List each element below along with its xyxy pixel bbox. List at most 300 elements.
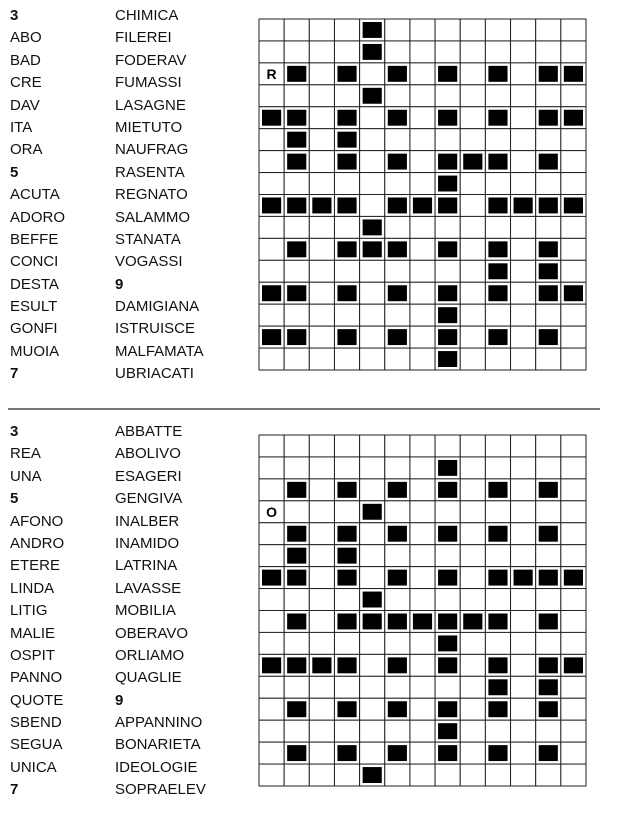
grid-cell-letter[interactable] [259, 501, 284, 523]
grid-cell[interactable] [410, 676, 435, 698]
grid-cell[interactable] [309, 260, 334, 282]
grid-cell[interactable] [561, 129, 586, 151]
grid-cell[interactable] [360, 523, 385, 545]
grid-cell[interactable] [360, 457, 385, 479]
grid-cell[interactable] [334, 589, 359, 611]
grid-cell[interactable] [485, 129, 510, 151]
grid-cell[interactable] [511, 238, 536, 260]
grid-cell[interactable] [561, 216, 586, 238]
grid-cell[interactable] [485, 85, 510, 107]
grid-cell[interactable] [410, 107, 435, 129]
grid-cell[interactable] [259, 720, 284, 742]
grid-cell[interactable] [385, 41, 410, 63]
grid-cell[interactable] [561, 764, 586, 786]
grid-cell[interactable] [435, 260, 460, 282]
grid-cell[interactable] [511, 742, 536, 764]
grid-cell[interactable] [561, 720, 586, 742]
grid-cell[interactable] [309, 457, 334, 479]
grid-cell[interactable] [460, 479, 485, 501]
grid-cell[interactable] [561, 151, 586, 173]
grid-cell[interactable] [511, 611, 536, 633]
grid-cell[interactable] [485, 304, 510, 326]
grid-cell[interactable] [410, 63, 435, 85]
grid-cell[interactable] [435, 41, 460, 63]
grid-cell[interactable] [511, 632, 536, 654]
grid-cell[interactable] [385, 545, 410, 567]
grid-cell[interactable] [561, 457, 586, 479]
grid-cell[interactable] [561, 238, 586, 260]
grid-cell[interactable] [309, 85, 334, 107]
grid-cell[interactable] [485, 216, 510, 238]
grid-cell[interactable] [410, 764, 435, 786]
grid-cell[interactable] [511, 348, 536, 370]
grid-cell[interactable] [511, 129, 536, 151]
grid-cell[interactable] [536, 129, 561, 151]
grid-cell[interactable] [385, 304, 410, 326]
grid-cell[interactable] [334, 764, 359, 786]
grid-cell[interactable] [511, 764, 536, 786]
grid-cell[interactable] [334, 632, 359, 654]
grid-cell[interactable] [309, 523, 334, 545]
grid-cell-black [536, 742, 561, 764]
grid-cell[interactable] [536, 19, 561, 41]
grid-cell[interactable] [360, 326, 385, 348]
grid-cell[interactable] [284, 676, 309, 698]
grid-cell[interactable] [259, 216, 284, 238]
grid-cell[interactable] [334, 260, 359, 282]
grid-cell[interactable] [511, 654, 536, 676]
grid-cell[interactable] [536, 501, 561, 523]
grid-cell[interactable] [334, 435, 359, 457]
grid-cell-letter[interactable] [259, 63, 284, 85]
grid-cell[interactable] [561, 479, 586, 501]
grid-cell[interactable] [485, 501, 510, 523]
grid-cell[interactable] [536, 545, 561, 567]
grid-cell[interactable] [536, 457, 561, 479]
grid-cell[interactable] [460, 19, 485, 41]
grid-cell[interactable] [360, 129, 385, 151]
grid-cell[interactable] [309, 348, 334, 370]
grid-cell[interactable] [511, 304, 536, 326]
grid-cell[interactable] [284, 85, 309, 107]
grid-cell[interactable] [410, 435, 435, 457]
grid-cell[interactable] [410, 545, 435, 567]
grid-cell[interactable] [309, 129, 334, 151]
grid-cell[interactable] [460, 435, 485, 457]
grid-cell[interactable] [561, 348, 586, 370]
grid-cell[interactable] [360, 545, 385, 567]
grid-cell[interactable] [536, 85, 561, 107]
grid-cell[interactable] [259, 238, 284, 260]
grid-cell[interactable] [410, 151, 435, 173]
grid-cell[interactable] [410, 348, 435, 370]
grid-cell[interactable] [284, 260, 309, 282]
grid-cell[interactable] [460, 632, 485, 654]
grid-cell[interactable] [259, 589, 284, 611]
grid-cell[interactable] [561, 173, 586, 195]
grid-cell[interactable] [309, 326, 334, 348]
grid-cell[interactable] [561, 435, 586, 457]
grid-cell[interactable] [561, 85, 586, 107]
grid-cell[interactable] [385, 589, 410, 611]
grid-cell[interactable] [536, 632, 561, 654]
grid-cell[interactable] [284, 435, 309, 457]
grid-cell[interactable] [460, 523, 485, 545]
grid-cell[interactable] [460, 282, 485, 304]
grid-cell[interactable] [385, 348, 410, 370]
grid-cell[interactable] [536, 173, 561, 195]
grid-cell[interactable] [259, 611, 284, 633]
grid-cell[interactable] [410, 742, 435, 764]
grid-cell-black [385, 326, 410, 348]
grid-cell[interactable] [284, 720, 309, 742]
grid-cell[interactable] [435, 435, 460, 457]
grid-cell[interactable] [536, 720, 561, 742]
grid-cell[interactable] [460, 742, 485, 764]
grid-cell[interactable] [435, 19, 460, 41]
grid-cell[interactable] [334, 348, 359, 370]
grid-cell[interactable] [435, 764, 460, 786]
grid-cell[interactable] [309, 304, 334, 326]
grid-cell[interactable] [360, 173, 385, 195]
grid-cell[interactable] [536, 304, 561, 326]
grid-cell[interactable] [485, 173, 510, 195]
grid-cell[interactable] [410, 457, 435, 479]
word-entry: DESTA [10, 275, 59, 293]
grid-cell[interactable] [410, 326, 435, 348]
grid-cell[interactable] [309, 479, 334, 501]
grid-cell[interactable] [360, 151, 385, 173]
grid-cell[interactable] [511, 501, 536, 523]
grid-cell[interactable] [460, 129, 485, 151]
grid-cell[interactable] [360, 632, 385, 654]
grid-cell[interactable] [309, 764, 334, 786]
grid-cell[interactable] [385, 19, 410, 41]
grid-cell[interactable] [284, 41, 309, 63]
grid-cell[interactable] [309, 282, 334, 304]
grid-cell[interactable] [284, 304, 309, 326]
grid-cell[interactable] [385, 501, 410, 523]
grid-cell[interactable] [561, 676, 586, 698]
grid-cell[interactable] [410, 654, 435, 676]
grid-cell[interactable] [460, 63, 485, 85]
grid-cell[interactable] [385, 260, 410, 282]
grid-cell[interactable] [385, 457, 410, 479]
grid-cell[interactable] [259, 698, 284, 720]
grid-cell[interactable] [259, 742, 284, 764]
grid-cell[interactable] [385, 216, 410, 238]
grid-cell[interactable] [410, 85, 435, 107]
grid-cell[interactable] [259, 479, 284, 501]
grid-cell[interactable] [511, 698, 536, 720]
grid-cell[interactable] [460, 238, 485, 260]
grid-cell[interactable] [511, 326, 536, 348]
grid-cell[interactable] [410, 260, 435, 282]
grid-cell-black [360, 764, 385, 786]
grid-cell[interactable] [511, 173, 536, 195]
grid-cell[interactable] [385, 676, 410, 698]
grid-cell[interactable] [410, 523, 435, 545]
grid-cell[interactable] [460, 698, 485, 720]
grid-cell[interactable] [410, 238, 435, 260]
word-entry: ISTRUISCE [115, 320, 196, 338]
grid-cell[interactable] [309, 501, 334, 523]
grid-cell[interactable] [259, 260, 284, 282]
grid-cell[interactable] [284, 19, 309, 41]
grid-cell[interactable] [360, 676, 385, 698]
grid-cell[interactable] [309, 19, 334, 41]
grid-cell[interactable] [334, 41, 359, 63]
grid-cell[interactable] [259, 632, 284, 654]
grid-cell[interactable] [385, 129, 410, 151]
grid-cell[interactable] [360, 567, 385, 589]
grid-cell[interactable] [536, 216, 561, 238]
grid-cell[interactable] [334, 19, 359, 41]
grid-cell[interactable] [485, 589, 510, 611]
word-entry: INAMIDO [115, 534, 180, 552]
grid-cell[interactable] [536, 348, 561, 370]
grid-cell[interactable] [561, 523, 586, 545]
grid-cell[interactable] [360, 348, 385, 370]
grid-cell[interactable] [360, 304, 385, 326]
grid-cell[interactable] [561, 611, 586, 633]
grid-cell[interactable] [460, 589, 485, 611]
grid-cell[interactable] [485, 457, 510, 479]
grid-cell[interactable] [435, 501, 460, 523]
grid-cell[interactable] [460, 107, 485, 129]
grid-cell[interactable] [284, 589, 309, 611]
grid-cell[interactable] [360, 282, 385, 304]
grid-cell[interactable] [536, 764, 561, 786]
grid-cell[interactable] [360, 63, 385, 85]
grid-cell[interactable] [334, 676, 359, 698]
grid-cell[interactable] [385, 173, 410, 195]
grid-cell[interactable] [460, 216, 485, 238]
grid-cell[interactable] [410, 304, 435, 326]
grid-cell[interactable] [511, 19, 536, 41]
grid-cell[interactable] [259, 764, 284, 786]
grid-cell[interactable] [309, 435, 334, 457]
grid-cell[interactable] [360, 654, 385, 676]
grid-cell[interactable] [511, 216, 536, 238]
grid-cell[interactable] [259, 348, 284, 370]
grid-cell[interactable] [360, 742, 385, 764]
grid-cell[interactable] [360, 698, 385, 720]
grid-cell[interactable] [485, 348, 510, 370]
grid-cell[interactable] [435, 85, 460, 107]
grid-cell[interactable] [259, 545, 284, 567]
grid-cell[interactable] [360, 260, 385, 282]
grid-cell[interactable] [460, 457, 485, 479]
grid-cell[interactable] [561, 260, 586, 282]
grid-cell[interactable] [460, 304, 485, 326]
grid-cell[interactable] [561, 545, 586, 567]
grid-cell[interactable] [561, 632, 586, 654]
grid-cell[interactable] [511, 479, 536, 501]
grid-cell-black [309, 654, 334, 676]
grid-cell[interactable] [360, 435, 385, 457]
grid-cell[interactable] [460, 567, 485, 589]
grid-cell[interactable] [334, 501, 359, 523]
grid-cell[interactable] [485, 764, 510, 786]
grid-cell[interactable] [259, 129, 284, 151]
grid-cell[interactable] [511, 151, 536, 173]
grid-cell[interactable] [536, 41, 561, 63]
grid-cell-black [385, 238, 410, 260]
grid-cell[interactable] [435, 545, 460, 567]
grid-cell[interactable] [561, 501, 586, 523]
grid-cell[interactable] [410, 19, 435, 41]
grid-cell[interactable] [385, 632, 410, 654]
grid-cell[interactable] [460, 41, 485, 63]
grid-cell[interactable] [334, 173, 359, 195]
grid-cell[interactable] [284, 632, 309, 654]
grid-cell[interactable] [309, 676, 334, 698]
grid-cell[interactable] [284, 348, 309, 370]
grid-cell[interactable] [410, 632, 435, 654]
grid-cell[interactable] [410, 567, 435, 589]
grid-cell[interactable] [460, 545, 485, 567]
grid-cell[interactable] [511, 720, 536, 742]
grid-cell[interactable] [410, 589, 435, 611]
grid-cell[interactable] [259, 19, 284, 41]
grid-cell[interactable] [259, 151, 284, 173]
grid-cell[interactable] [309, 151, 334, 173]
word-entry: GENGIVA [115, 490, 183, 508]
grid-cell[interactable] [460, 676, 485, 698]
grid-cell[interactable] [460, 764, 485, 786]
grid-cell[interactable] [259, 304, 284, 326]
grid-cell[interactable] [460, 501, 485, 523]
grid-cell[interactable] [511, 589, 536, 611]
grid-cell[interactable] [435, 216, 460, 238]
grid-cell[interactable] [460, 654, 485, 676]
grid-cell[interactable] [511, 107, 536, 129]
grid-cell[interactable] [309, 173, 334, 195]
grid-cell[interactable] [309, 698, 334, 720]
grid-cell[interactable] [561, 326, 586, 348]
grid-cell[interactable] [435, 589, 460, 611]
grid-cell[interactable] [284, 216, 309, 238]
grid-cell[interactable] [460, 260, 485, 282]
grid-cell[interactable] [511, 282, 536, 304]
grid-cell[interactable] [511, 260, 536, 282]
grid-cell[interactable] [561, 742, 586, 764]
grid-cell-black [334, 611, 359, 633]
grid-cell[interactable] [309, 63, 334, 85]
grid-cell[interactable] [561, 589, 586, 611]
grid-cell[interactable] [309, 567, 334, 589]
grid-cell[interactable] [309, 216, 334, 238]
word-entry: REGNATO [115, 186, 188, 204]
grid-cell[interactable] [385, 720, 410, 742]
grid-cell[interactable] [511, 676, 536, 698]
grid-cell[interactable] [284, 173, 309, 195]
grid-cell[interactable] [435, 129, 460, 151]
grid-cell[interactable] [284, 764, 309, 786]
grid-cell[interactable] [309, 41, 334, 63]
grid-cell[interactable] [536, 589, 561, 611]
grid-cell[interactable] [259, 85, 284, 107]
grid-cell[interactable] [485, 720, 510, 742]
grid-cell[interactable] [309, 238, 334, 260]
grid-cell[interactable] [360, 479, 385, 501]
grid-cell[interactable] [511, 435, 536, 457]
grid-cell[interactable] [284, 501, 309, 523]
grid-cell[interactable] [460, 326, 485, 348]
grid-cell[interactable] [385, 435, 410, 457]
grid-cell[interactable] [460, 85, 485, 107]
grid-cell[interactable] [410, 698, 435, 720]
grid-cell[interactable] [259, 173, 284, 195]
grid-cell[interactable] [309, 545, 334, 567]
grid-cell[interactable] [410, 41, 435, 63]
grid-cell[interactable] [334, 304, 359, 326]
grid-cell[interactable] [309, 742, 334, 764]
grid-cell[interactable] [511, 523, 536, 545]
grid-cell[interactable] [309, 632, 334, 654]
grid-cell[interactable] [485, 435, 510, 457]
grid-cell[interactable] [511, 457, 536, 479]
grid-cell[interactable] [485, 632, 510, 654]
grid-cell[interactable] [360, 107, 385, 129]
grid-cell[interactable] [259, 457, 284, 479]
grid-cell[interactable] [460, 195, 485, 217]
grid-cell[interactable] [410, 479, 435, 501]
grid-cell[interactable] [334, 457, 359, 479]
grid-cell[interactable] [485, 19, 510, 41]
grid-cell[interactable] [460, 720, 485, 742]
grid-cell[interactable] [410, 720, 435, 742]
grid-cell[interactable] [385, 85, 410, 107]
grid-cell[interactable] [511, 545, 536, 567]
grid-cell[interactable] [410, 129, 435, 151]
grid-cell[interactable] [410, 173, 435, 195]
grid-cell[interactable] [511, 85, 536, 107]
grid-cell[interactable] [485, 545, 510, 567]
grid-cell[interactable] [561, 304, 586, 326]
grid-cell[interactable] [259, 523, 284, 545]
grid-cell[interactable] [259, 435, 284, 457]
grid-cell[interactable] [309, 589, 334, 611]
grid-cell[interactable] [360, 720, 385, 742]
grid-cell[interactable] [536, 435, 561, 457]
grid-cell[interactable] [309, 611, 334, 633]
grid-cell[interactable] [360, 195, 385, 217]
grid-cell[interactable] [259, 41, 284, 63]
grid-cell[interactable] [334, 216, 359, 238]
grid-cell[interactable] [460, 173, 485, 195]
grid-cell[interactable] [309, 720, 334, 742]
grid-cell[interactable] [334, 85, 359, 107]
grid-cell[interactable] [259, 676, 284, 698]
grid-cell[interactable] [511, 41, 536, 63]
grid-cell[interactable] [385, 764, 410, 786]
grid-cell[interactable] [485, 41, 510, 63]
grid-cell[interactable] [561, 19, 586, 41]
grid-cell[interactable] [435, 676, 460, 698]
grid-cell[interactable] [410, 216, 435, 238]
grid-cell[interactable] [309, 107, 334, 129]
grid-cell[interactable] [410, 501, 435, 523]
grid-cell[interactable] [561, 698, 586, 720]
grid-cell[interactable] [410, 282, 435, 304]
grid-cell[interactable] [334, 720, 359, 742]
grid-cell[interactable] [460, 348, 485, 370]
grid-cell[interactable] [561, 41, 586, 63]
grid-cell[interactable] [511, 63, 536, 85]
grid-cell[interactable] [284, 457, 309, 479]
